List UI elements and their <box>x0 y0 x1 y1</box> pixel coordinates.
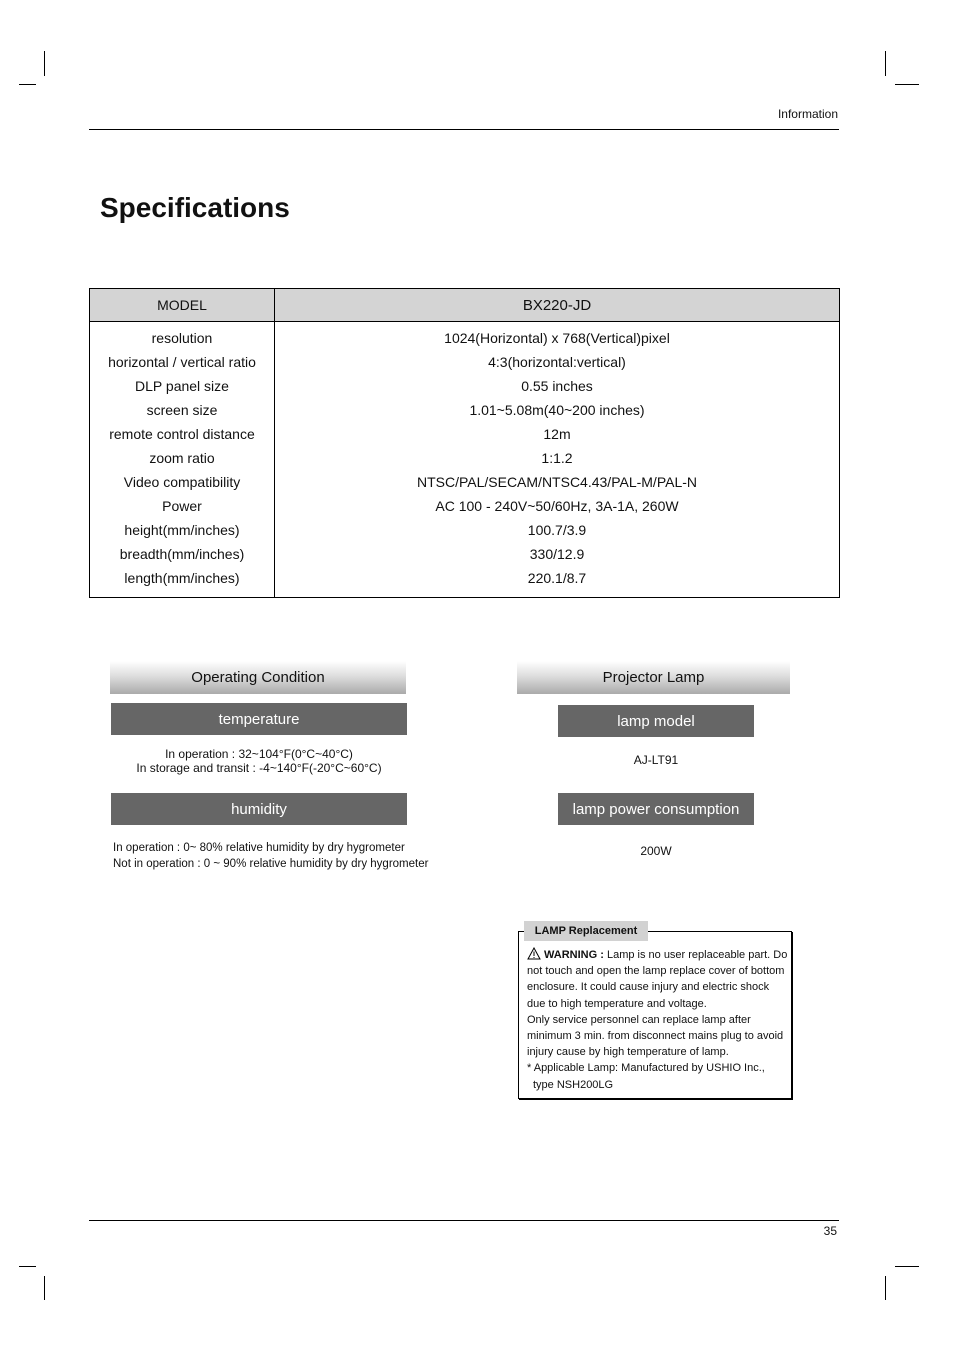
crop-mark <box>44 51 45 76</box>
spec-value: 12m <box>275 422 840 446</box>
table-row <box>90 350 840 374</box>
crop-mark <box>19 84 36 85</box>
spec-label: horizontal / vertical ratio <box>90 350 275 374</box>
crop-mark <box>895 84 919 85</box>
spec-label: length(mm/inches) <box>90 566 275 598</box>
spec-value: 1:1.2 <box>275 446 840 470</box>
temperature-storage-line: In storage and transit : -4~140°F(-20°C~60°C) <box>136 761 382 775</box>
table-row <box>90 518 840 542</box>
spec-value: 1.01~5.08m(40~200 inches) <box>275 398 840 422</box>
spec-label: remote control distance <box>90 422 275 446</box>
spec-value: NTSC/PAL/SECAM/NTSC4.43/PAL-M/PAL-N <box>275 470 840 494</box>
spec-table <box>89 288 840 598</box>
spec-value: AC 100 - 240V~50/60Hz, 3A-1A, 260W <box>275 494 840 518</box>
spec-label: DLP panel size <box>90 374 275 398</box>
spec-label: zoom ratio <box>90 446 275 470</box>
spec-label: Power <box>90 494 275 518</box>
spec-value: 330/12.9 <box>275 542 840 566</box>
table-row <box>90 322 840 351</box>
humidity-operation-line: In operation : 0~ 80% relative humidity by dry hygrometer <box>113 842 405 854</box>
service-paragraph: Only service personnel can replace lamp after minimum 3 min. from disconnect mains plug to avoid injury cause by high temperature of lamp. <box>527 1013 784 1059</box>
temperature-operation-line: In operation : 32~104°F(0°C~40°C) <box>165 747 353 761</box>
spec-value: 1024(Horizontal) x 768(Vertical)pixel <box>275 322 840 351</box>
lamp-replacement-text <box>527 947 789 1093</box>
spec-label: Video compatibility <box>90 470 275 494</box>
warning-paragraph <box>527 947 789 1012</box>
table-row <box>90 566 840 598</box>
applicable-lamp-line: * Applicable Lamp: Manufactured by USHIO Inc., <box>527 1062 765 1075</box>
humidity-heading: humidity <box>111 793 407 825</box>
warning-triangle-icon <box>527 947 541 960</box>
spec-header-row <box>90 289 840 322</box>
spec-value: 4:3(horizontal:vertical) <box>275 350 840 374</box>
spec-label: height(mm/inches) <box>90 518 275 542</box>
header-rule <box>89 129 839 130</box>
table-row <box>90 446 840 470</box>
spec-label: breadth(mm/inches) <box>90 542 275 566</box>
footer-rule <box>89 1220 839 1221</box>
projector-lamp-heading: Projector Lamp <box>517 661 790 694</box>
humidity-info <box>113 840 453 872</box>
crop-mark <box>19 1266 36 1267</box>
lamp-replacement-label: LAMP Replacement <box>524 921 648 941</box>
table-row <box>90 470 840 494</box>
spec-value: 0.55 inches <box>275 374 840 398</box>
temperature-heading: temperature <box>111 703 407 735</box>
crop-mark <box>895 1266 919 1267</box>
crop-mark <box>44 1276 45 1300</box>
temperature-info <box>100 747 418 775</box>
applicable-lamp-type: type NSH200LG <box>533 1078 614 1091</box>
warning-heading: WARNING : <box>544 949 604 961</box>
model-header: MODEL <box>90 289 275 322</box>
page-number: 35 <box>823 1224 837 1238</box>
crop-mark <box>885 1276 886 1300</box>
spec-label: screen size <box>90 398 275 422</box>
lamp-power-heading: lamp power consumption <box>558 793 754 825</box>
page-title: Specifications <box>100 192 290 223</box>
table-row <box>90 542 840 566</box>
table-row <box>90 374 840 398</box>
spec-label: resolution <box>90 322 275 351</box>
warning-text: Lamp is no user replaceable part. Do not touch and open the lamp replace cover of bottom enclosure. It could cause injury and electric shock due to high temperature and voltage. <box>527 949 788 1010</box>
humidity-nonoperation-line: Not in operation : 0 ~ 90% relative humidity by dry hygrometer <box>113 858 429 870</box>
spec-value: 100.7/3.9 <box>275 518 840 542</box>
spec-value: 220.1/8.7 <box>275 566 840 598</box>
model-value: BX220-JD <box>275 289 840 322</box>
lamp-power-value: 200W <box>640 844 672 858</box>
crop-mark <box>885 51 886 76</box>
lamp-model-heading: lamp model <box>558 705 754 737</box>
table-row <box>90 422 840 446</box>
section-header: Information <box>777 107 838 121</box>
operating-condition-heading: Operating Condition <box>110 661 406 694</box>
lamp-model-value: AJ-LT91 <box>633 753 679 767</box>
table-row <box>90 494 840 518</box>
table-row <box>90 398 840 422</box>
